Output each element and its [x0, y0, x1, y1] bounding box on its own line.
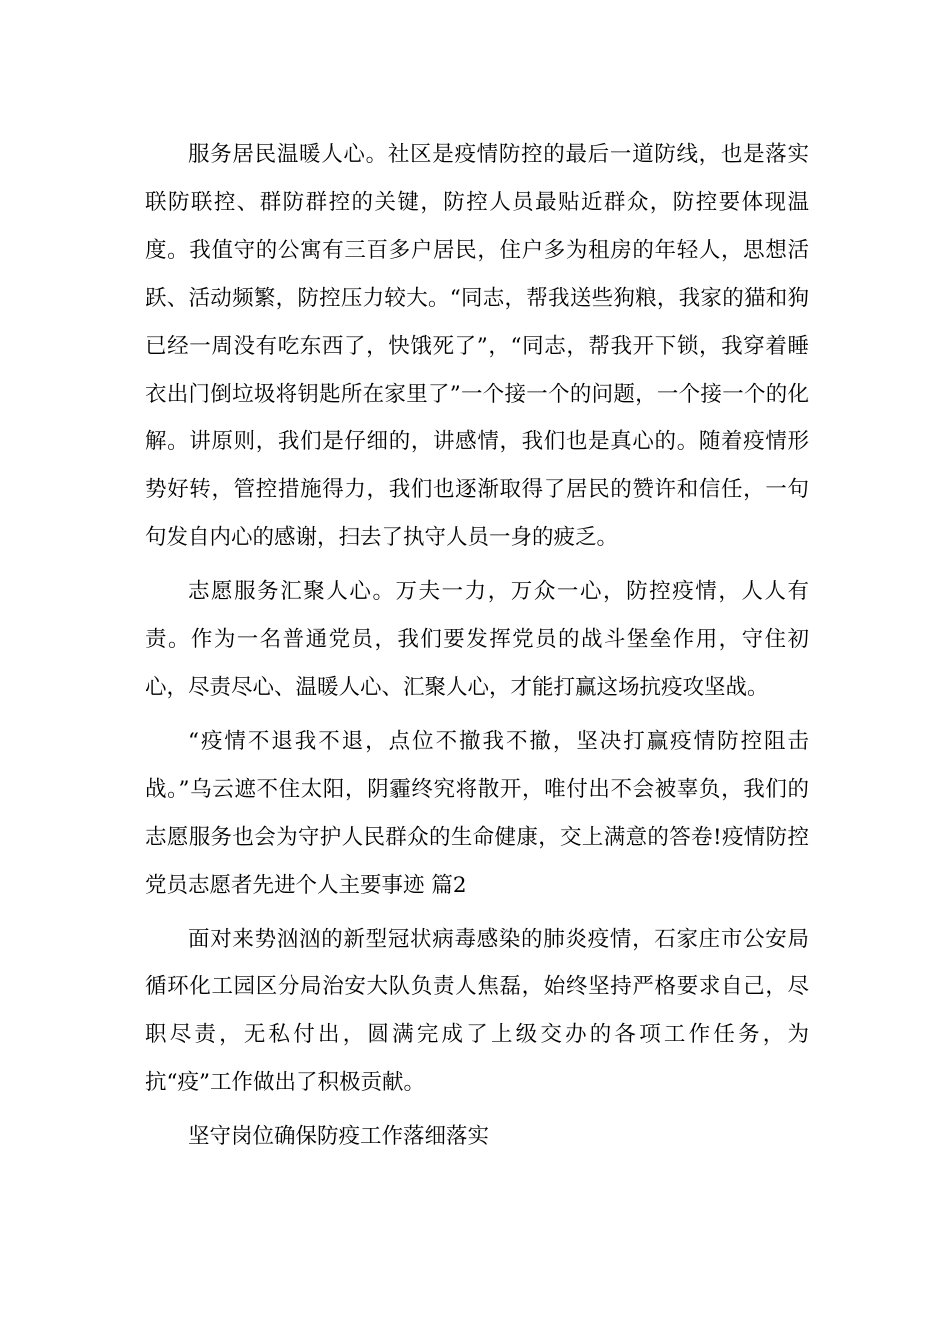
paragraph-pledge-quote: “疫情不退我不退，点位不撤我不撤，坚决打赢疫情防控阻击战。”乌云遮不住太阳，阴霾终究将散开，唯付出不会被辜负，我们的志愿服务也会为守护人民群众的生命健康，交上满意的答卷!疫情防控党员志愿者先进个人主要事迹 篇2: [145, 728, 809, 898]
paragraph-community-service: 服务居民温暖人心。社区是疫情防控的最后一道防线，也是落实联防联控、群防群控的关键，防控人员最贴近群众，防控要体现温度。我值守的公寓有三百多户居民，住户多为租房的年轻人，思想活跃、活动频繁，防控压力较大。“同志，帮我送些狗粮，我家的猫和狗已经一周没有吃东西了，快饿死了”，“同志，帮我开下锁，我穿着睡衣出门倒垃圾将钥匙所在家里了”一个接一个的问题，一个接一个的化解。讲原则，我们是仔细的，讲感情，我们也是真心的。随着疫情形势好转，管控措施得力，我们也逐渐取得了居民的赞许和信任，一句句发自内心的感谢，扫去了执守人员一身的疲乏。: [145, 142, 809, 551]
paragraph-police-deeds: 面对来势汹汹的新型冠状病毒感染的肺炎疫情，石家庄市公安局循环化工园区分局治安大队负责人焦磊，始终坚持严格要求自己，尽职尽责，无私付出，圆满完成了上级交办的各项工作任务，为抗“疫”工作做出了积极贡献。: [145, 926, 809, 1096]
document-body: [145, 131, 809, 1167]
section-heading-stand-firm: 坚守岗位确保防疫工作落细落实: [188, 1124, 490, 1150]
paragraph-volunteer-service: 志愿服务汇聚人心。万夫一力，万众一心，防控疫情，人人有责。作为一名普通党员，我们要发挥党员的战斗堡垒作用，守住初心，尽责尽心、温暖人心、汇聚人心，才能打赢这场抗疫攻坚战。: [145, 579, 809, 700]
